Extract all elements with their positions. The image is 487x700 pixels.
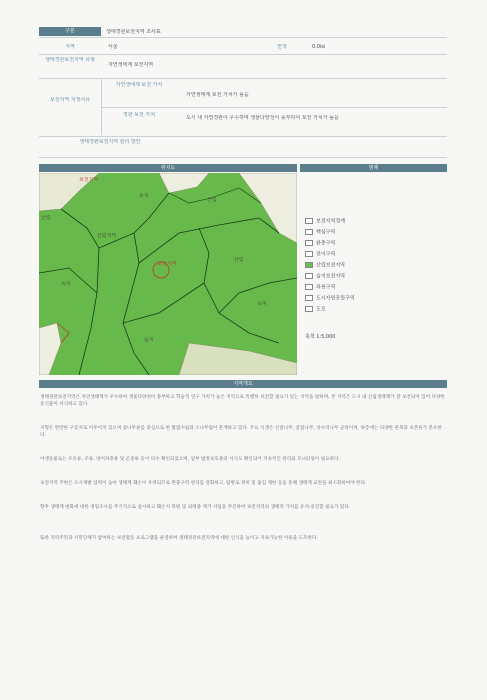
legend-swatch <box>305 262 313 268</box>
legend-item-label: 완충구역 <box>316 240 336 247</box>
legend-item-label: 보전지역경계 <box>316 218 345 225</box>
map-label: 산림지역 <box>97 233 117 239</box>
reason-label: 보전지역 지정사유 <box>49 97 91 103</box>
header-label: 구분 <box>39 27 101 36</box>
legend-swatch <box>305 218 313 224</box>
reason-sub1-value: 자연생태계 보전 가치가 높음 <box>186 92 249 98</box>
divider <box>39 54 447 55</box>
legend-item <box>305 284 335 291</box>
divider <box>39 37 447 38</box>
legend-item-label: 도시자연공원구역 <box>316 295 355 302</box>
description-paragraph: 향후 생태계 변화에 대한 정밀조사를 주기적으로 실시하고 훼손지 복원 및 외래종 제거 사업을 추진하여 보전지역의 생태적 가치를 유지·증진할 필요가 있다. <box>40 505 351 510</box>
legend-item <box>305 240 335 247</box>
legend-item <box>305 229 335 236</box>
legend-swatch <box>305 251 313 257</box>
legend-item <box>305 273 345 280</box>
reason-sub2-label: 경관 보전 가치 <box>122 112 156 118</box>
legend-section-header: 범례 <box>300 164 447 172</box>
reason-sub1-label: 자연생태계 보전 가치 <box>115 82 163 88</box>
legend-item-label: 도로 <box>316 306 326 313</box>
management-label: 생태경관보전지역 관리 방안 <box>79 139 141 145</box>
legend-swatch <box>305 273 313 279</box>
type-label: 생태경관보전지역 유형 <box>45 57 95 63</box>
description-paragraph: 지형은 완만한 구릉지로 이루어져 있으며 참나무류를 중심으로 한 활엽수림과 소나무림이 혼재하고 있다. 주요 식생은 신갈나무, 굴참나무, 상수리나무 군락이며, 하층에는 다양한 관목과 초본류가 분포한다. <box>40 426 442 438</box>
map-drawing <box>39 173 297 375</box>
area-value: 0.0㎢ <box>312 44 325 50</box>
location-map <box>39 173 297 375</box>
legend-item-label: 산림보전지역 <box>316 262 345 269</box>
region-label: 지역 <box>65 44 75 50</box>
map-label: 보전지역 <box>79 177 99 183</box>
legend-item-label: 하천구역 <box>316 284 336 291</box>
map-section-header: 위치도 <box>39 164 297 172</box>
legend-swatch <box>305 240 313 246</box>
map-label: 습지 <box>144 337 154 343</box>
legend-item <box>305 262 345 269</box>
reason-sub2-value: 도시 내 자연경관이 우수하며 생물다양성이 풍부하여 보전 가치가 높음 <box>186 115 339 121</box>
map-label: 녹지 <box>61 281 71 287</box>
legend-item <box>305 306 326 313</box>
map-label: 산림 <box>41 215 51 221</box>
legend-item-label: 전이구역 <box>316 251 336 258</box>
description-paragraph: 보전지역 주변은 도시개발 압력이 높아 생태계 훼손이 우려되므로 완충구역 관리를 강화하고, 탐방로 정비 및 출입 제한 등을 통해 생태계 교란을 최소화하여야 한다. <box>40 481 367 486</box>
map-label: 산림 <box>234 257 244 263</box>
divider <box>39 136 447 137</box>
description-paragraph: 또한 지역주민과 시민단체가 참여하는 보전활동 프로그램을 운영하여 생태경관보전지역에 대한 인식을 높이고 지속가능한 이용을 도모한다. <box>40 536 318 541</box>
legend-swatch <box>305 284 313 290</box>
legend-swatch <box>305 229 313 235</box>
legend-swatch <box>305 306 313 312</box>
map-label: 녹지 <box>139 193 149 199</box>
region-value: 서울 <box>108 44 118 50</box>
legend-item-label: 습지보전지역 <box>316 273 345 280</box>
map-scale: 축척 1:5,000 <box>305 334 336 340</box>
area-label: 면적 <box>277 44 287 50</box>
description-paragraph: 야생동물로는 포유류, 조류, 양서파충류 및 곤충류 등이 다수 확인되었으며, 일부 법정보호종의 서식도 확인되어 지속적인 관리와 모니터링이 필요하다. <box>40 457 340 462</box>
header-value: 생태경관보전지역 조사표 <box>106 29 161 35</box>
legend-item <box>305 251 335 258</box>
legend-item-label: 핵심구역 <box>316 229 336 236</box>
legend-item <box>305 295 355 302</box>
legend-item <box>305 218 345 225</box>
type-value: 자연생태계 보전지역 <box>108 62 154 68</box>
divider <box>39 157 447 158</box>
description-section-header: 지역개요 <box>39 380 447 388</box>
divider <box>102 107 447 108</box>
description-paragraph: 생태경관보전지역은 자연생태계가 우수하여 생물다양성이 풍부하고 학술적 연구 가치가 높은 지역으로 특별히 보전할 필요가 있는 지역을 말하며, 본 지역은 도시 내 산림생태계가 잘 보전되어 있어 다양한 동식물이 서식하고 있다. <box>40 395 445 407</box>
map-label: 녹지 <box>257 301 267 307</box>
map-label: 보전지역 <box>157 261 177 267</box>
legend-swatch <box>305 295 313 301</box>
map-label: 산림 <box>207 197 217 203</box>
